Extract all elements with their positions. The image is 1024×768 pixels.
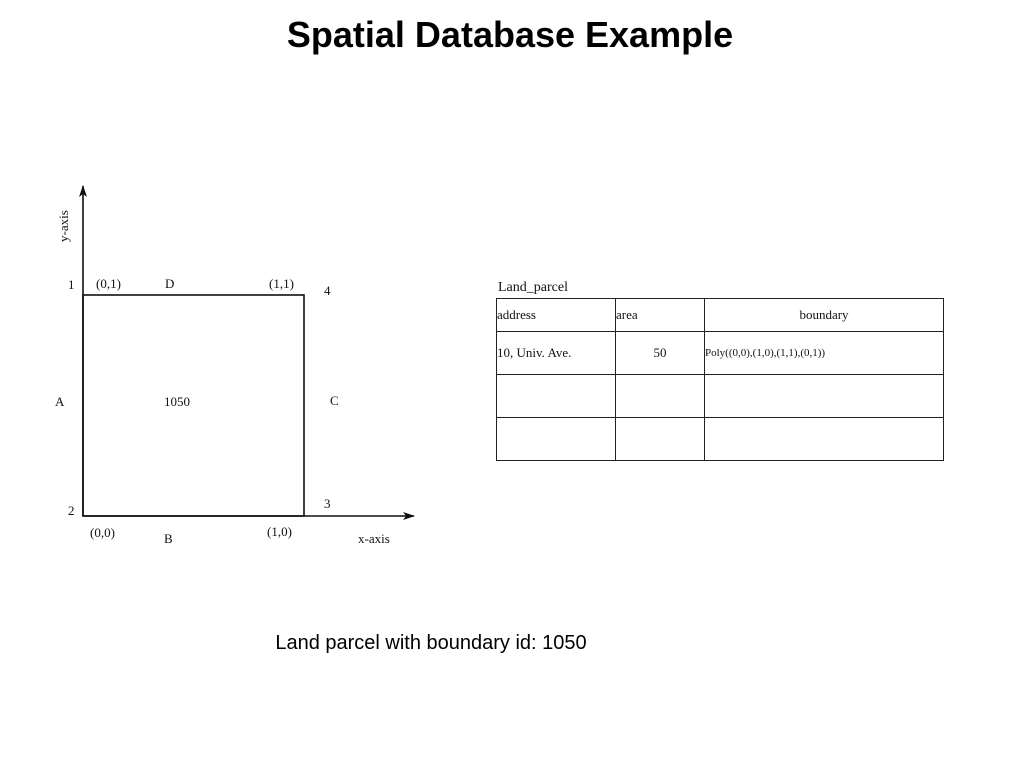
vertex-3-coord: (1,0) — [267, 524, 292, 539]
cell-address — [497, 418, 616, 461]
column-header-boundary: boundary — [705, 299, 944, 332]
cell-boundary — [705, 375, 944, 418]
table-name: Land_parcel — [498, 280, 568, 295]
cell-boundary — [705, 418, 944, 461]
figure-caption: Land parcel with boundary id: 1050 — [275, 632, 587, 654]
table-row — [497, 375, 944, 418]
edge-b-label: B — [164, 531, 173, 546]
vertex-1-coord: (0,1) — [96, 276, 121, 291]
x-axis-label: x-axis — [358, 531, 390, 546]
cell-area — [616, 375, 705, 418]
parcel-square — [83, 295, 304, 516]
table-header-row — [497, 299, 944, 332]
vertex-3-id: 3 — [324, 496, 331, 511]
cell-area — [616, 418, 705, 461]
land-parcel-table — [496, 298, 944, 461]
edge-c-label: C — [330, 393, 339, 408]
table-row — [497, 418, 944, 461]
column-header-address: address — [497, 299, 616, 332]
edge-d-label: D — [165, 276, 175, 291]
vertex-2-coord: (0,0) — [90, 525, 115, 540]
column-header-area: area — [616, 299, 705, 332]
cell-boundary: Poly((0,0),(1,0),(1,1),(0,1)) — [705, 332, 944, 375]
vertex-2-id: 2 — [68, 503, 75, 518]
parcel-id-label: 1050 — [164, 394, 190, 409]
vertex-1-id: 1 — [68, 277, 75, 292]
table-row — [497, 332, 944, 375]
cell-address — [497, 375, 616, 418]
slide-title: Spatial Database Example — [286, 14, 734, 55]
vertex-4-coord: (1,1) — [269, 276, 294, 291]
cell-address: 10, Univ. Ave. — [497, 332, 616, 375]
edge-a-label: A — [55, 394, 65, 409]
vertex-4-id: 4 — [324, 283, 331, 298]
y-axis-label: y-axis — [56, 210, 71, 242]
parcel-diagram — [40, 170, 440, 560]
cell-area: 50 — [616, 332, 705, 375]
